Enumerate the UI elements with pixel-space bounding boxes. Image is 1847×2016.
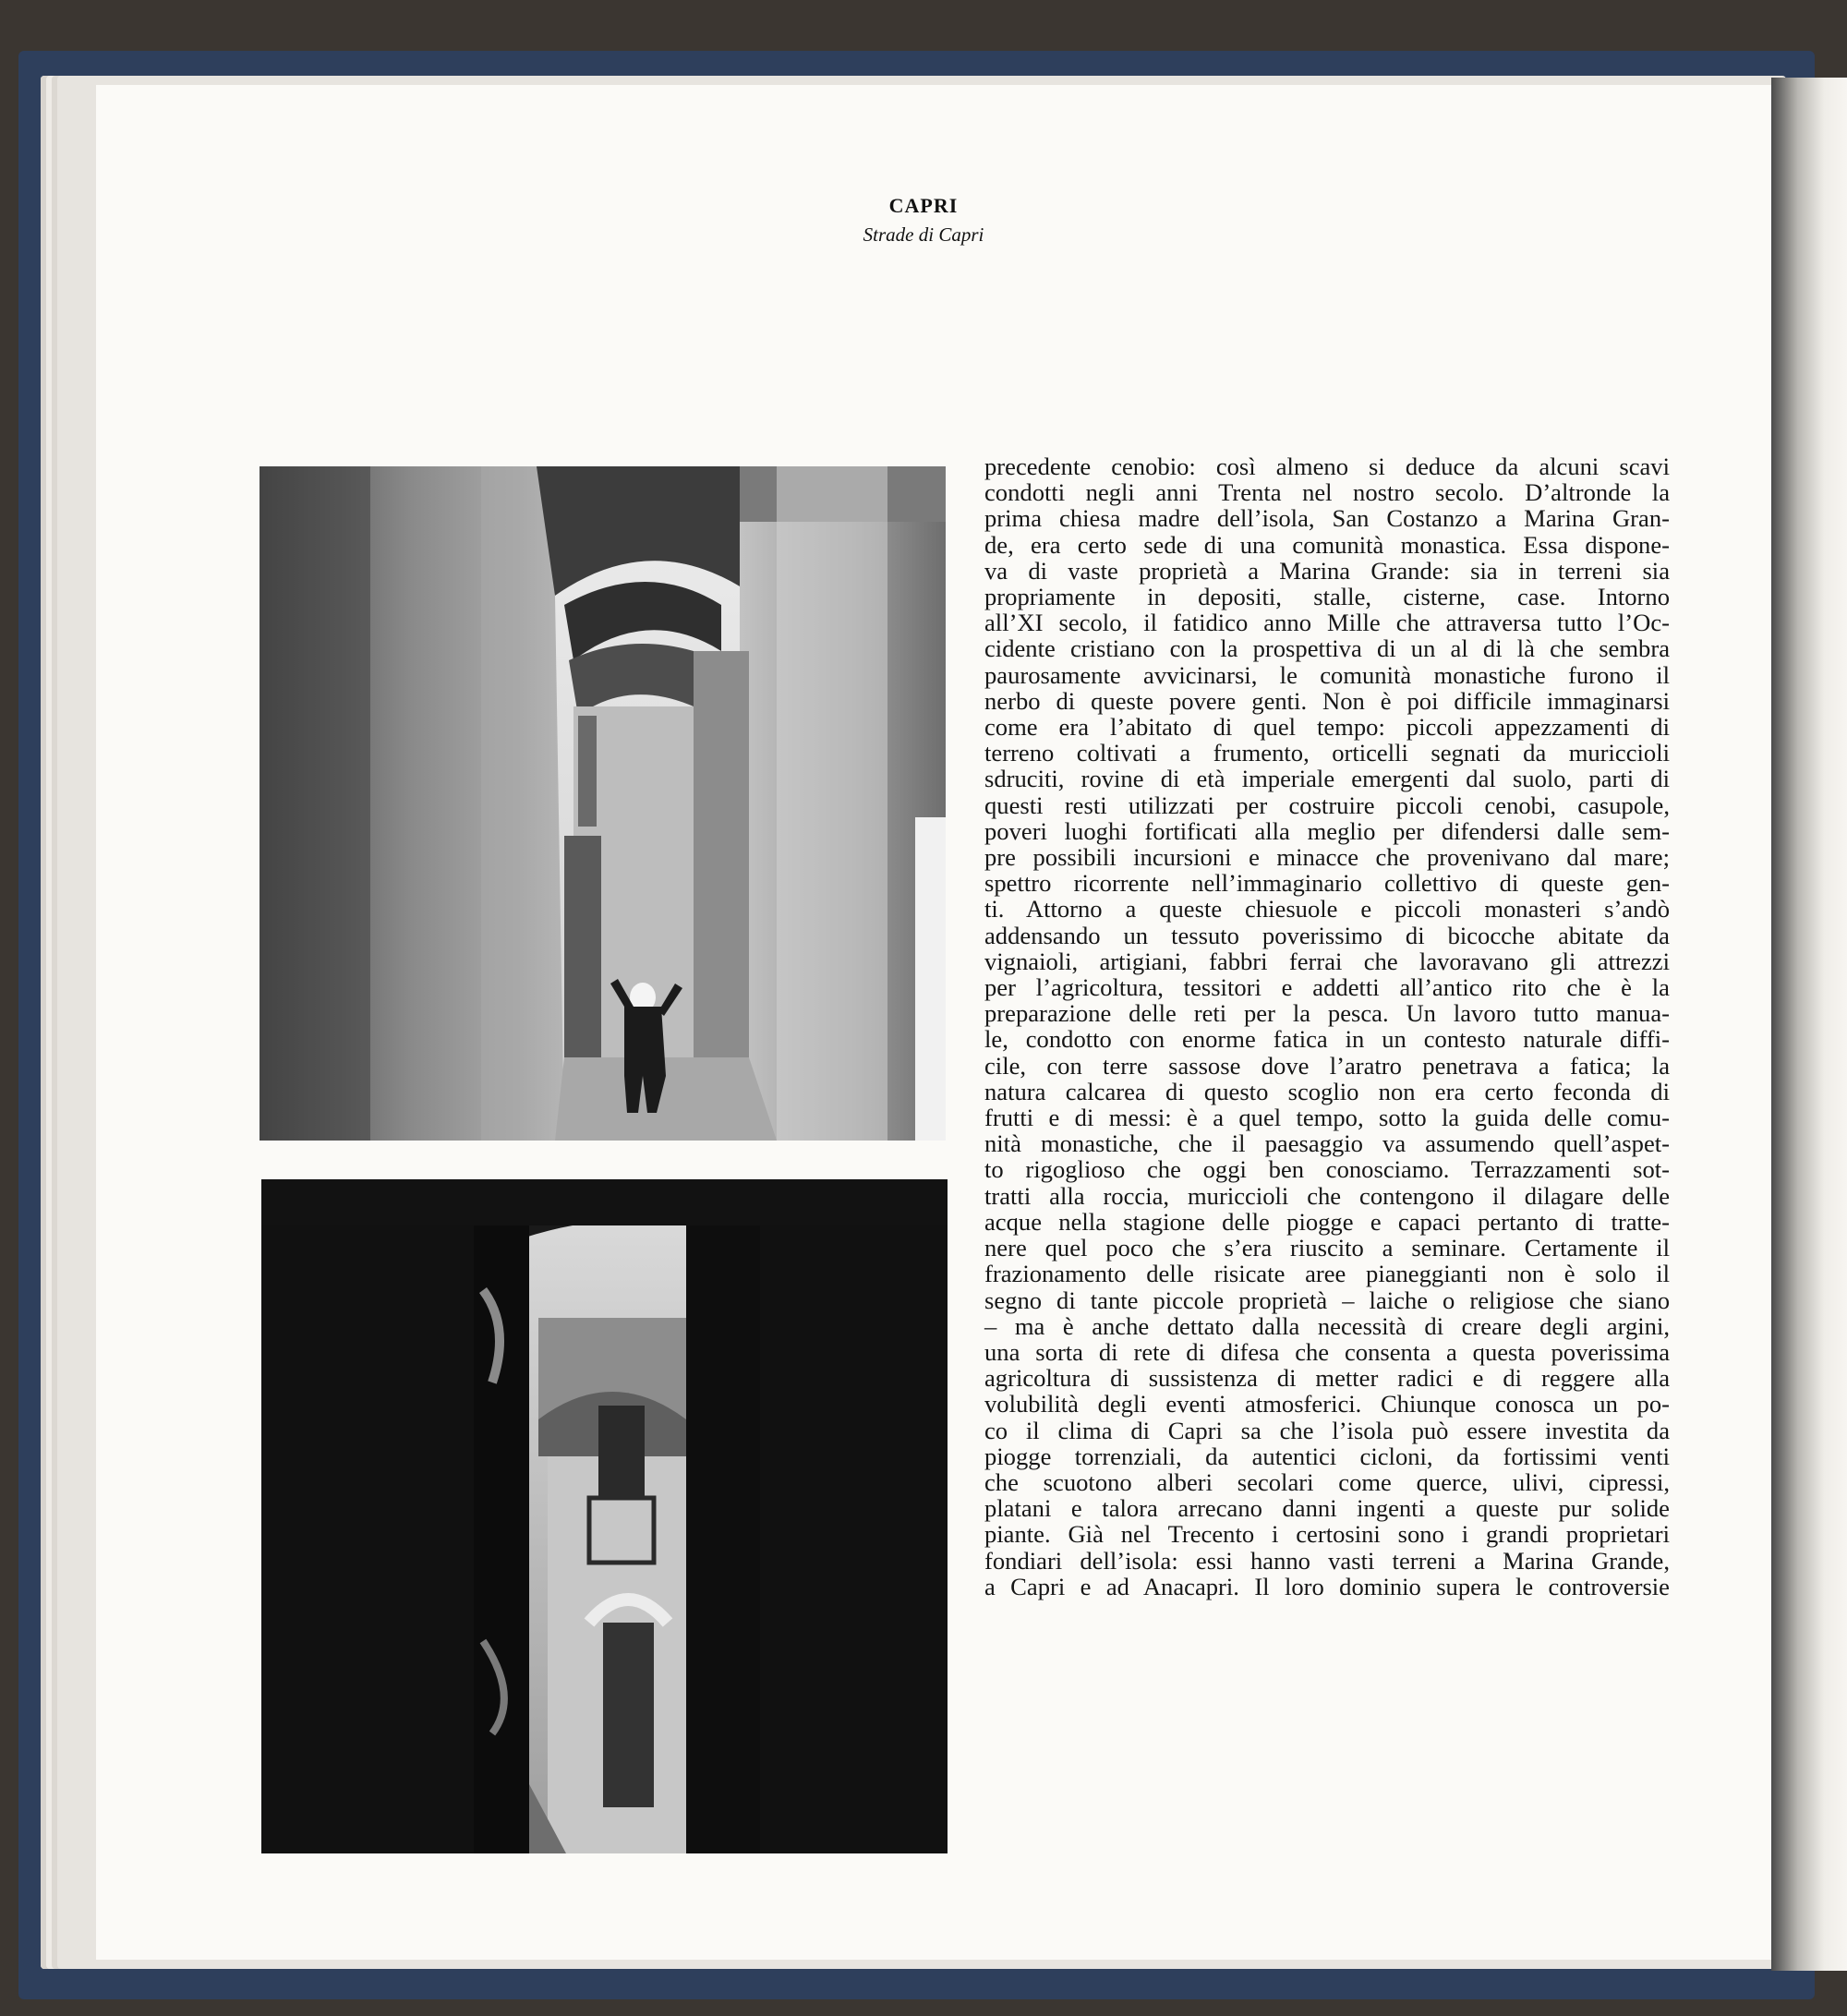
text-line: che scuotono alberi secolari come querce, ulivi, cipressi, xyxy=(984,1467,1670,1496)
text-line: sdruciti, rovine di età imperiale emergenti dal suolo, parti di xyxy=(984,765,1670,793)
text-line: preparazione delle reti per la pesca. Un lavoro tutto manua- xyxy=(984,999,1670,1028)
text-line: all’XI secolo, il fatidico anno Mille che attraversa tutto l’Oc- xyxy=(984,609,1670,637)
text-line: de, era certo sede di una comunità monastica. Essa dispone- xyxy=(984,530,1670,559)
running-head-title: CAPRI xyxy=(888,194,959,217)
text-line: cile, con terre sassose dove l’aratro penetrava a fatica; la xyxy=(984,1051,1670,1080)
text-line: condotti negli anni Trenta nel nostro secolo. D’altronde la xyxy=(984,478,1670,507)
text-line: frazionamento delle risicate aree pianeggianti non è solo il xyxy=(984,1260,1670,1288)
text-line: segno di tante piccole proprietà – laiche o religiose che siano xyxy=(984,1286,1670,1314)
text-line: nità monastiche, che il paesaggio va assumendo quell’aspet- xyxy=(984,1129,1670,1158)
text-line: ti. Attorno a queste chiesuole e piccoli monasteri s’andò xyxy=(984,895,1670,923)
text-line: agricoltura di sussistenza di metter radici e di reggere alla xyxy=(984,1364,1670,1393)
book-gutter xyxy=(1771,78,1847,1971)
photo-dark-archway-staircase xyxy=(261,1179,948,1853)
text-line: volubilità degli eventi atmosferici. Chiunque conosca un po- xyxy=(984,1390,1670,1418)
text-line: piogge torrenziali, da autentici cicloni, da fortissimi venti xyxy=(984,1442,1670,1470)
text-line: piante. Già nel Trecento i certosini sono i grandi proprietari xyxy=(984,1520,1670,1549)
text-line: per l’agricoltura, tessitori e addetti all’antico rito che è la xyxy=(984,973,1670,1002)
text-line: tratti alla roccia, muriccioli che contengono il dilagare delle xyxy=(984,1181,1670,1210)
text-line: propriamente in depositi, stalle, cisterne, case. Intorno xyxy=(984,583,1670,611)
text-line: fondiari dell’isola: essi hanno vasti terreni a Marina Grande, xyxy=(984,1546,1670,1575)
text-line: terreno coltivati a frumento, orticelli segnati da muriccioli xyxy=(984,739,1670,767)
text-line: paurosamente avvicinarsi, le comunità monastiche furono il xyxy=(984,660,1670,689)
text-line: va di vaste proprietà a Marina Grande: sia in terreni sia xyxy=(984,556,1670,585)
photo-alley-arches-man xyxy=(260,466,946,1141)
text-line: nerbo di queste povere genti. Non è poi difficile immaginarsi xyxy=(984,686,1670,715)
text-line: acque nella stagione delle piogge e capaci pertanto di tratte- xyxy=(984,1207,1670,1236)
text-line: una sorta di rete di difesa che consenta a questa poverissima xyxy=(984,1337,1670,1366)
text-line: co il clima di Capri sa che l’isola può essere investita da xyxy=(984,1416,1670,1444)
text-line: natura calcarea di questo scoglio non era certo feconda di xyxy=(984,1077,1670,1105)
text-line: nere quel poco che s’era riuscito a seminare. Certamente il xyxy=(984,1234,1670,1262)
text-line: prima chiesa madre dell’isola, San Costanzo a Marina Gran- xyxy=(984,504,1670,533)
text-line: vignaioli, artigiani, fabbri ferrai che lavoravano gli attrezzi xyxy=(984,947,1670,975)
text-line: addensando un tessuto poverissimo di bicocche abitate da xyxy=(984,921,1670,949)
text-line: pre possibili incursioni e minacce che provenivano dal mare; xyxy=(984,843,1670,872)
text-line: precedente cenobio: così almeno si deduce da alcuni scavi xyxy=(984,453,1670,480)
text-line: poveri luoghi fortificati alla meglio per difendersi dalle sem- xyxy=(984,816,1670,845)
text-line: come era l’abitato di quel tempo: piccoli appezzamenti di xyxy=(984,713,1670,742)
running-head-subtitle: Strade di Capri xyxy=(863,223,984,246)
text-line: to rigoglioso che oggi ben conosciamo. Terrazzamenti sot- xyxy=(984,1155,1670,1184)
text-line: cidente cristiano con la prospettiva di un al di là che sembra xyxy=(984,634,1670,663)
text-line: frutti e di messi: è a quel tempo, sotto la guida delle comu- xyxy=(984,1104,1670,1132)
text-line: platani e talora arrecano danni ingenti a queste pur solide xyxy=(984,1494,1670,1523)
text-line: – ma è anche dettato dalla necessità di creare degli argini, xyxy=(984,1311,1670,1340)
text-line: a Capri e ad Anacapri. Il loro dominio supera le controversie xyxy=(984,1572,1670,1600)
body-text xyxy=(984,453,1670,1600)
text-line: questi resti utilizzati per costruire piccoli cenobi, casupole, xyxy=(984,791,1670,819)
text-line: le, condotto con enorme fatica in un contesto naturale diffi- xyxy=(984,1025,1670,1054)
text-line: spettro ricorrente nell’immaginario collettivo di queste gen- xyxy=(984,869,1670,898)
